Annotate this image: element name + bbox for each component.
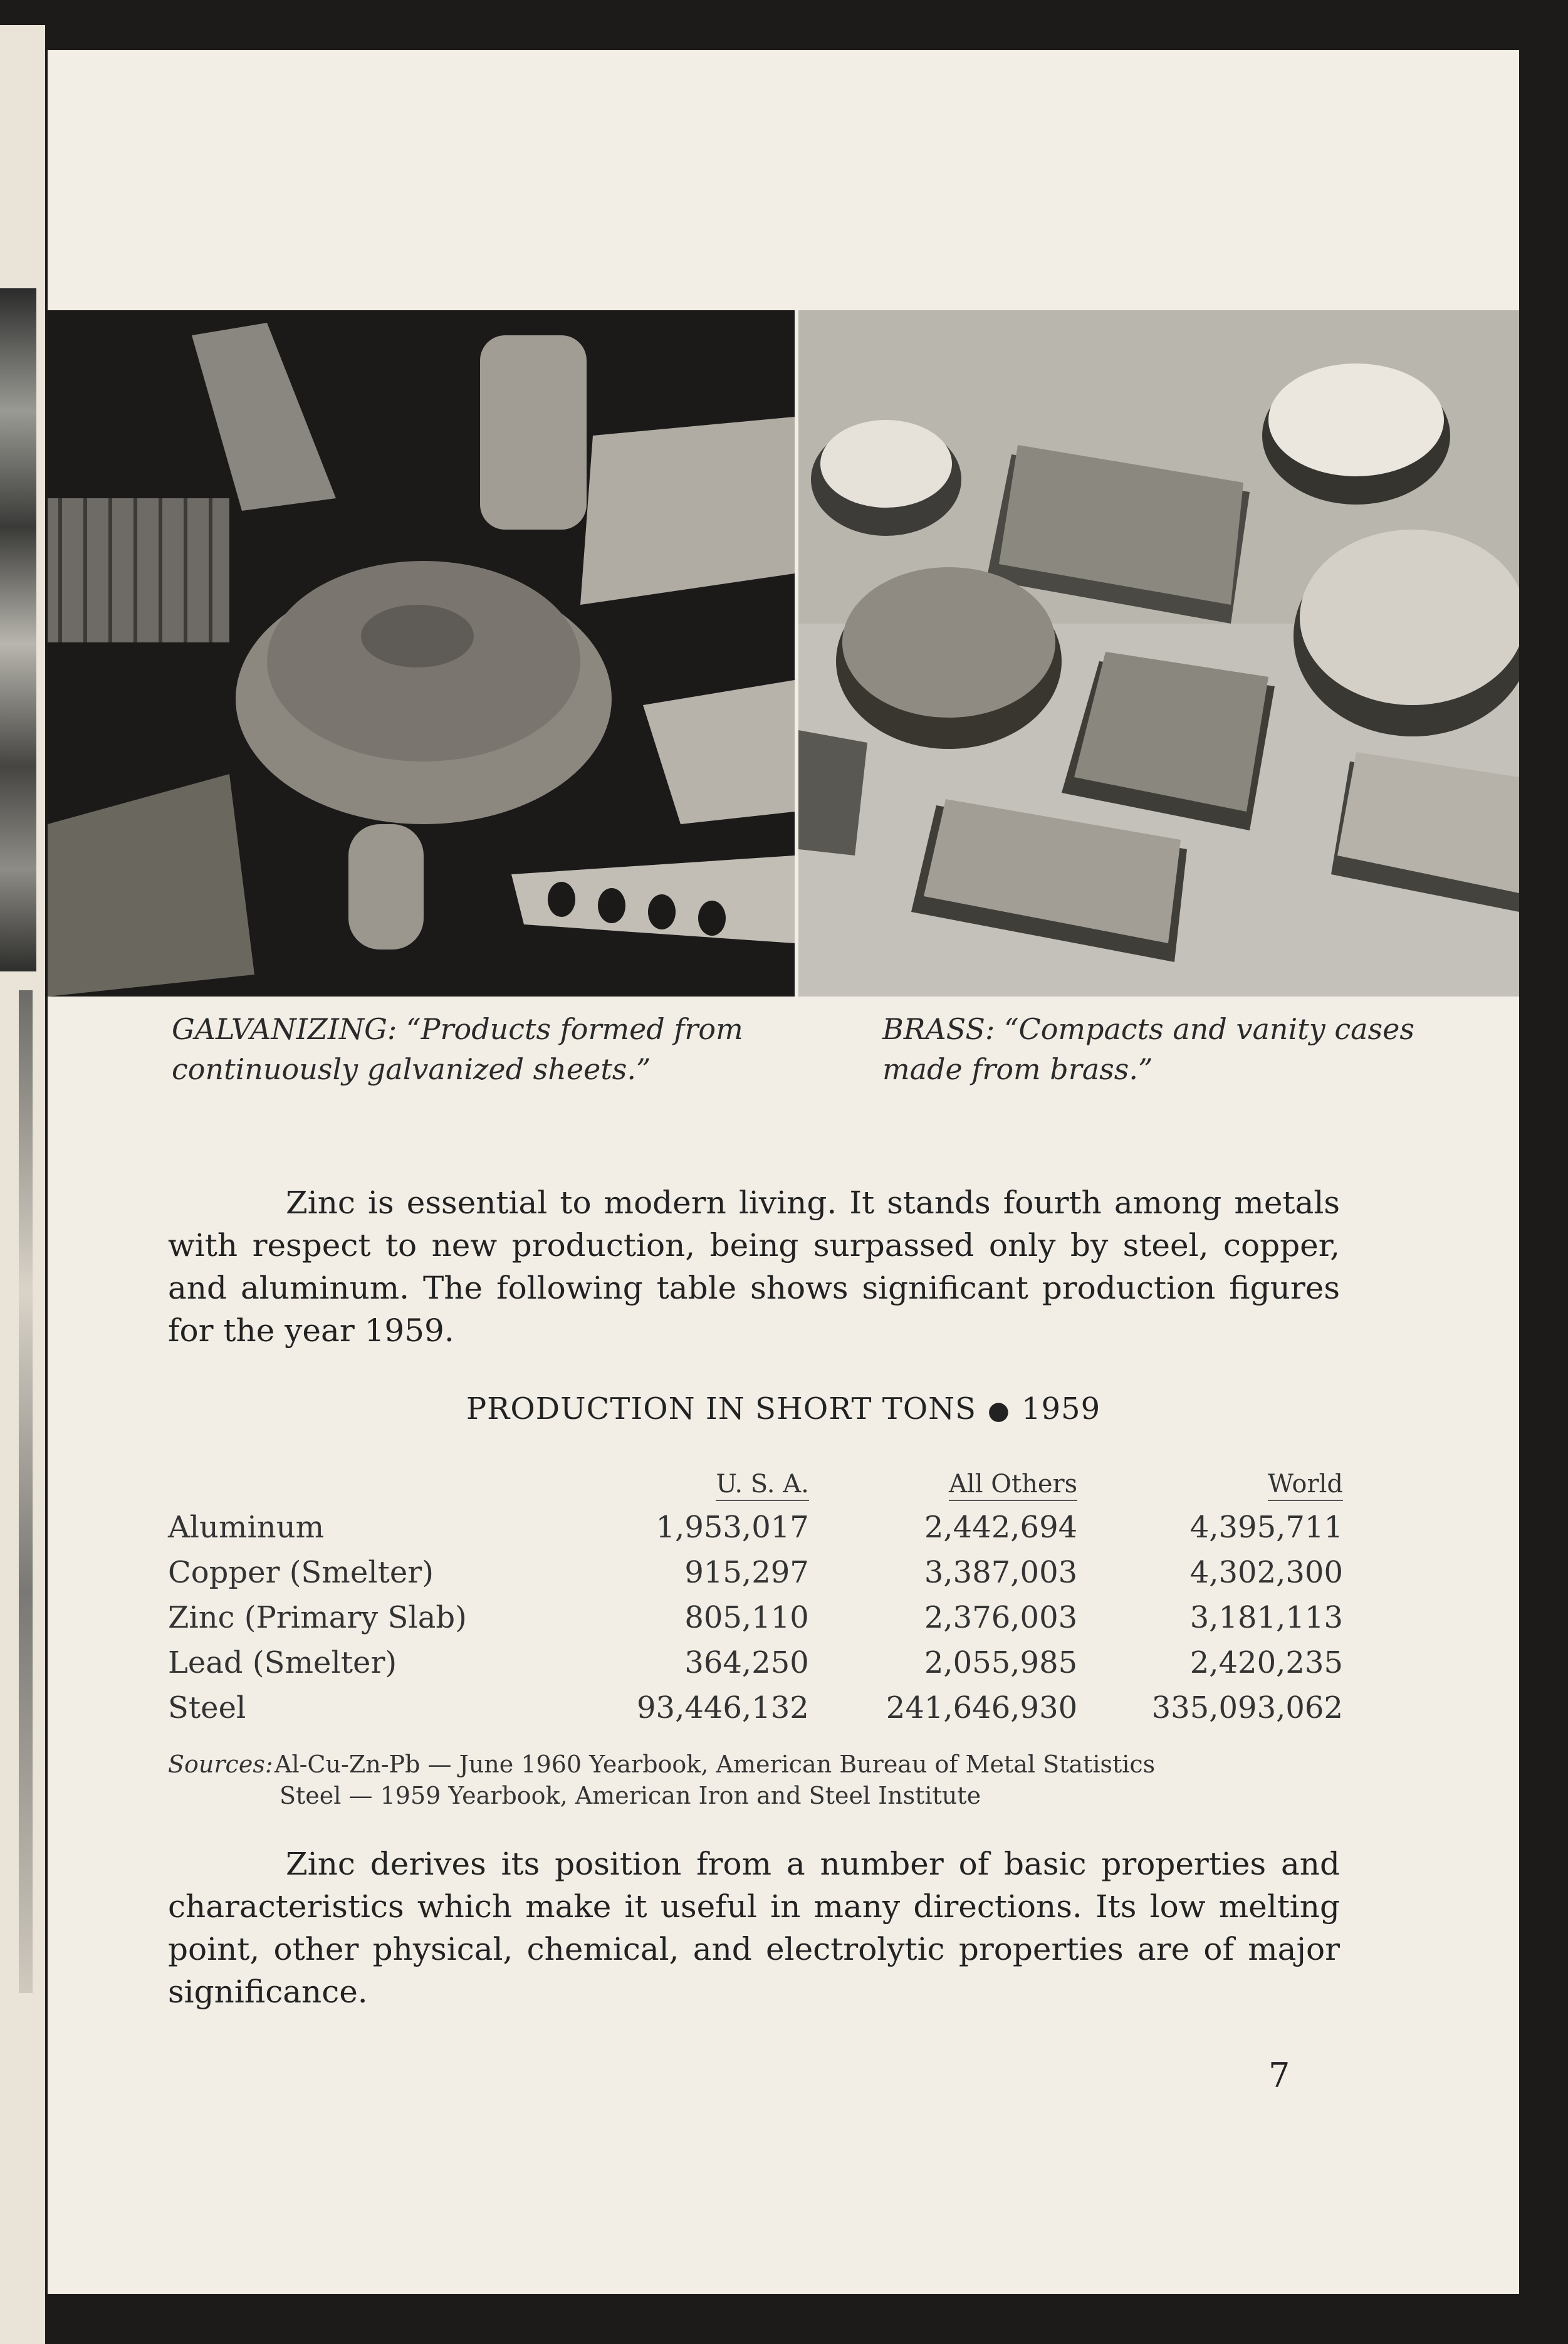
world-cell: 4,302,300 xyxy=(1189,1555,1343,1590)
sources-note xyxy=(168,1749,1359,1811)
metal-cell: Steel xyxy=(168,1690,246,1725)
table-title-text: PRODUCTION IN SHORT TONS xyxy=(466,1391,977,1426)
usa-header-label: U. S. A. xyxy=(716,1470,808,1501)
world-header-label: World xyxy=(1268,1470,1343,1501)
usa-cell: 915,297 xyxy=(684,1555,809,1590)
brass-caption: BRASS: “Compacts and vanity cases made from brass.” xyxy=(882,1012,1414,1086)
table-row xyxy=(168,1685,1343,1730)
table-title xyxy=(48,1391,1519,1426)
table-row xyxy=(168,1550,1343,1595)
others-cell: 241,646,930 xyxy=(886,1690,1078,1725)
usa-cell: 364,250 xyxy=(684,1645,809,1680)
intro-paragraph: Zinc is essential to modern living. It stands fourth among metals with respect to new production, being surpassed only by steel, copper, and aluminum. The following table shows significant production figures for the year 1959. xyxy=(168,1185,1340,1349)
metal-column-header xyxy=(168,1470,548,1505)
others-header-label: All Others xyxy=(949,1470,1077,1501)
bullet-icon: ● xyxy=(988,1396,1010,1425)
others-cell: 3,387,003 xyxy=(924,1555,1078,1590)
metal-cell: Copper (Smelter) xyxy=(168,1555,434,1590)
table-row xyxy=(168,1640,1343,1685)
sources-line-2: Steel — 1959 Yearbook, American Iron and Steel Institute xyxy=(280,1782,981,1809)
world-column-header xyxy=(1077,1470,1343,1505)
usa-column-header xyxy=(548,1470,809,1505)
world-cell: 3,181,113 xyxy=(1189,1600,1343,1635)
brass-compacts-image xyxy=(798,310,1519,997)
facing-page-edge xyxy=(0,25,45,2344)
sources-line-1 xyxy=(168,1749,1359,1780)
closing-paragraph: Zinc derives its position from a number of basic properties and characteristics which make it useful in many directions. Its low melting point, other physical, chemical, and electrolytic properties are of major significance. xyxy=(168,1846,1340,2010)
sources-label: Sources: xyxy=(168,1750,273,1778)
production-table xyxy=(168,1470,1343,1730)
facing-page-strip xyxy=(19,990,33,1993)
metal-cell: Aluminum xyxy=(168,1510,325,1545)
galvanized-products-image xyxy=(48,310,795,997)
others-cell: 2,376,003 xyxy=(924,1600,1078,1635)
galvanizing-caption: GALVANIZING: “Products formed from continuously galvanized sheets.” xyxy=(172,1012,743,1086)
page-number: 7 xyxy=(1268,2056,1290,2095)
others-cell: 2,055,985 xyxy=(924,1645,1078,1680)
galvanizing-photo xyxy=(48,310,795,997)
brass-photo xyxy=(798,310,1519,997)
usa-cell: 1,953,017 xyxy=(656,1510,809,1545)
usa-cell: 93,446,132 xyxy=(636,1690,809,1725)
facing-page-photo xyxy=(0,288,36,971)
table-row xyxy=(168,1505,1343,1550)
metal-cell: Zinc (Primary Slab) xyxy=(168,1600,467,1635)
world-cell: 4,395,711 xyxy=(1189,1510,1343,1545)
usa-cell: 805,110 xyxy=(684,1600,809,1635)
table-row xyxy=(168,1595,1343,1640)
table-header-row xyxy=(168,1470,1343,1505)
world-cell: 2,420,235 xyxy=(1189,1645,1343,1680)
table-year: 1959 xyxy=(1021,1391,1101,1426)
others-column-header xyxy=(809,1470,1077,1505)
world-cell: 335,093,062 xyxy=(1151,1690,1343,1725)
metal-cell: Lead (Smelter) xyxy=(168,1645,397,1680)
sources-text-1: Al-Cu-Zn-Pb — June 1960 Yearbook, American Bureau of Metal Statistics xyxy=(274,1750,1156,1778)
book-page xyxy=(48,50,1519,2294)
others-cell: 2,442,694 xyxy=(924,1510,1078,1545)
